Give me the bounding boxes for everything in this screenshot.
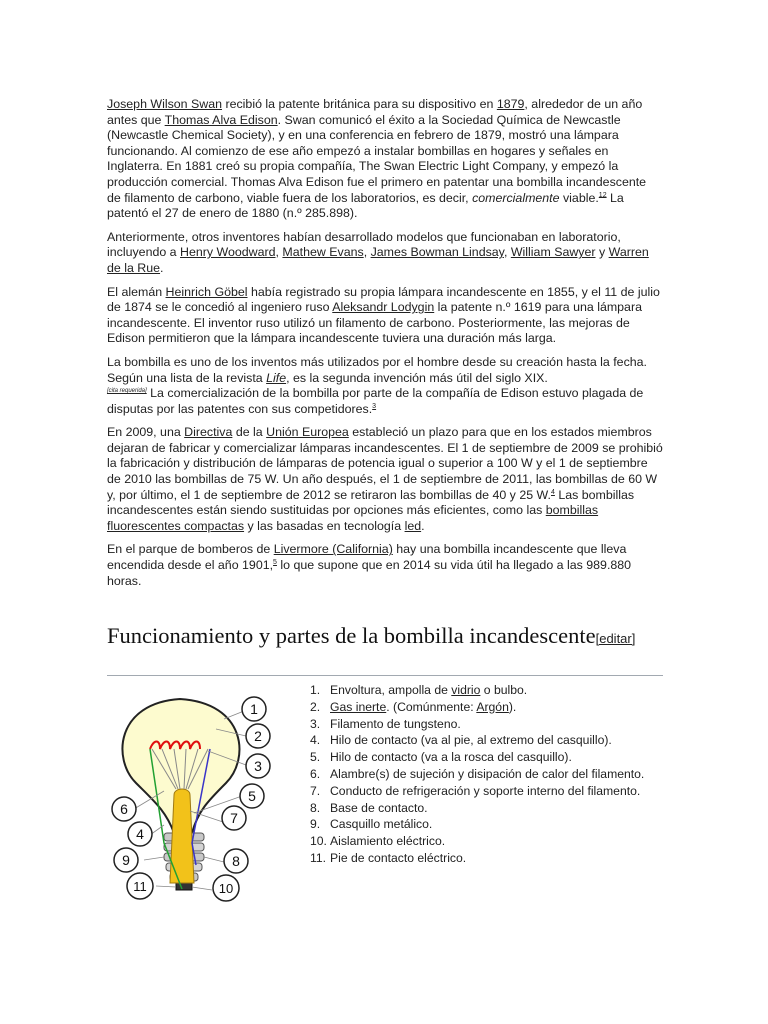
list-item <box>310 833 650 850</box>
list-number: 11. <box>310 850 327 865</box>
text: Aislamiento eléctrico. <box>330 834 446 849</box>
callout-6: 6 <box>120 801 128 817</box>
list-item <box>310 816 650 833</box>
text-emphasis: comercialmente <box>472 190 560 205</box>
callout-5: 5 <box>248 788 256 804</box>
reference-3[interactable]: 3 <box>372 402 377 410</box>
list-number: 5. <box>310 750 321 765</box>
callout-10: 10 <box>218 881 234 896</box>
parts-list <box>310 682 650 867</box>
text: En el parque de bomberos de <box>107 542 274 557</box>
list-number: 2. <box>310 699 321 714</box>
paragraph-swan <box>107 97 663 222</box>
list-item <box>310 699 650 716</box>
text: El alemán <box>107 284 166 299</box>
text: Hilo de contacto (va al pie, al extremo del casquillo). <box>330 733 612 748</box>
callout-2: 2 <box>254 728 262 744</box>
text: , es la segunda invención más útil del siglo XIX. <box>286 370 548 385</box>
text: y las basadas en tecnología <box>244 518 405 533</box>
link-heinrich-gobel[interactable]: Heinrich Göbel <box>165 284 248 299</box>
text: Filamento de tungsteno. <box>330 716 461 731</box>
list-number: 8. <box>310 800 321 815</box>
callout-1: 1 <box>250 701 258 717</box>
text: La bombilla es uno de los inventos más utilizados por el hombre desde su creación hasta la fecha. Según una lista de la revista <box>107 354 647 385</box>
text: de la <box>232 425 267 440</box>
text: lo que supone que en 2014 su vida útil ha llegado a las 989.880 horas. <box>107 558 632 588</box>
list-number: 9. <box>310 817 321 832</box>
text: hay una bombilla incandescente que lleva encendida desde el año 1901, <box>107 542 627 573</box>
link-vidrio[interactable]: vidrio <box>451 683 481 697</box>
text: Anteriormente, otros inventores habían desarrollado modelos que funcionaban en laboratorio, incluyendo a <box>107 229 621 260</box>
link-argon[interactable]: Argón <box>476 699 509 714</box>
separator: , <box>503 245 511 260</box>
callout-11: 11 <box>133 879 147 894</box>
text: . Swan comunicó el éxito a la Sociedad Química de Newcastle (Newcastle Chemical Society), y en una conferencia en febrero de 1879, mostró una lámpara funcionando. Al comienzo de ese año empezó a instalar bombillas en hogares y señales en Inglaterra. En 1881 creó su propia compañía, The Swan Electric Light Company, y empezó la producción comercial. Thomas Alva Edison fue el primero en patentar una bombilla incandescente de filamento de carbono, viable fuera de los laboratorios, es decir, <box>107 112 647 205</box>
text: Pie de contacto eléctrico. <box>330 850 467 865</box>
paragraph-eu-directive <box>107 425 663 534</box>
text: . <box>160 260 164 275</box>
callout-3: 3 <box>254 758 262 774</box>
reference-5[interactable]: 5 <box>273 558 277 566</box>
list-number: 7. <box>310 783 321 798</box>
link-union-europea[interactable]: Unión Europea <box>266 425 349 440</box>
text: En 2009, una <box>107 425 185 440</box>
list-item <box>310 716 650 733</box>
text: estableció un plazo para que en los estados miembros dejaran de fabricar y comercializar lámparas incandescentes. El 1 de septiembre de 2009 se prohibió la fabricación y distribución de lámparas de potencia igual o superior a 100 W y el 1 de septiembre de 2010 las bombillas de 75 W. Un año después, el 1 de septiembre de 2011, las bombillas de 60 W y, por último, el 1 de septiembre de 2012 se retiraron las bombillas de 40 y 25 W. <box>107 425 663 502</box>
text: Alambre(s) de sujeción y disipación de calor del filamento. <box>330 766 645 781</box>
text: la patente n.º 1619 para una lámpara incandescente. El inventor ruso utilizó un filamento de carbono. Posteriormente, las mejoras de Edison permitieron que la lámpara incandescente tuviera una duración más larga. <box>107 300 642 346</box>
edit-section-link[interactable]: [editar] <box>595 631 636 646</box>
text: Hilo de contacto (va a la rosca del casquillo). <box>330 750 572 765</box>
text: ). <box>508 699 517 714</box>
text: Base de contacto. <box>330 800 428 815</box>
separator: , <box>275 245 283 260</box>
list-number: 10. <box>310 834 327 849</box>
callout-4: 4 <box>136 826 144 842</box>
text: Las bombillas incandescentes están siendo sustituidas por opciones más eficientes, como las <box>107 487 635 518</box>
reference-12[interactable]: 12 <box>598 191 607 199</box>
section-heading <box>107 622 663 652</box>
list-number: 6. <box>310 766 321 781</box>
list-item <box>310 850 650 867</box>
list-item <box>310 800 650 817</box>
link-1879[interactable]: 1879 <box>496 97 525 111</box>
section-title: Funcionamiento y partes de la bombilla incandescente <box>107 623 596 648</box>
text: había registrado su propia lámpara incandescente en 1855, y el 11 de julio de 1874 se le concedió al ingeniero ruso <box>107 284 660 315</box>
link-aleksandr-lodygin[interactable]: Aleksandr Lodygin <box>332 300 435 315</box>
text: La patentó el 27 de enero de 1880 (n.º 285.898). <box>107 190 624 221</box>
link-compact-fluorescent[interactable]: bombillas fluorescentes compactas <box>107 503 599 533</box>
text: , alrededor de un año antes que <box>107 97 643 127</box>
list-item <box>310 682 650 699</box>
text: o bulbo. <box>480 683 528 697</box>
callout-8: 8 <box>232 853 240 869</box>
list-number: 3. <box>310 716 321 731</box>
link-thomas-alva-edison[interactable]: Thomas Alva Edison <box>164 112 278 127</box>
link-directiva[interactable]: Directiva <box>184 425 233 440</box>
text: recibió la patente británica para su dispositivo en <box>222 97 497 111</box>
list-number: 4. <box>310 733 321 748</box>
text: viable. <box>559 190 599 205</box>
text: La comercialización de la bombilla por parte de la compañía de Edison estuvo plagada de disputas por las patentes con sus competidores. <box>107 386 644 416</box>
callout-9: 9 <box>122 852 130 868</box>
link-gas-inerte[interactable]: Gas inerte <box>330 699 387 714</box>
citation-needed[interactable]: [cita requerida] <box>107 387 147 394</box>
list-item <box>310 749 650 766</box>
link-livermore[interactable]: Livermore (California) <box>273 542 393 557</box>
link-life[interactable]: Life <box>266 370 287 385</box>
link-joseph-wilson-swan[interactable]: Joseph Wilson Swan <box>107 97 223 111</box>
separator: y <box>595 245 609 260</box>
list-item <box>310 783 650 800</box>
text: Envoltura, ampolla de <box>330 683 452 697</box>
text: . <box>421 518 425 533</box>
list-item <box>310 732 650 749</box>
paragraph-life-magazine <box>107 355 663 417</box>
list-item <box>310 766 650 783</box>
callout-7: 7 <box>230 810 238 826</box>
paragraph-other-inventors <box>107 230 663 277</box>
link-led[interactable]: led <box>404 518 422 533</box>
heading-divider <box>107 675 663 676</box>
link-james-bowman-lindsay[interactable]: James Bowman Lindsay <box>370 245 504 260</box>
link-william-sawyer[interactable]: William Sawyer <box>510 245 596 260</box>
text: Conducto de refrigeración y soporte interno del filamento. <box>330 783 641 798</box>
link-warren-de-la-rue[interactable]: Warren de la Rue <box>107 245 649 275</box>
paragraph-livermore <box>107 542 663 589</box>
separator: , <box>363 245 371 260</box>
reference-4[interactable]: 4 <box>551 488 555 496</box>
paragraph-gobel <box>107 285 663 347</box>
article-body <box>107 97 663 597</box>
link-henry-woodward[interactable]: Henry Woodward <box>180 245 276 260</box>
light-bulb-diagram <box>104 693 280 905</box>
text: . (Comúnmente: <box>386 699 477 714</box>
list-number: 1. <box>310 683 321 697</box>
link-mathew-evans[interactable]: Mathew Evans <box>282 245 364 260</box>
text: Casquillo metálico. <box>330 817 433 832</box>
